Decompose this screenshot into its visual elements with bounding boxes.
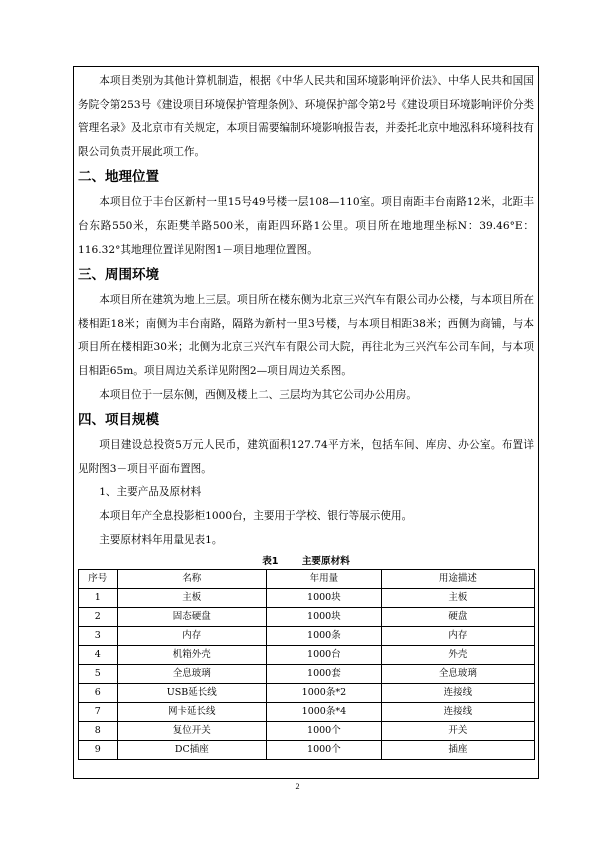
page-number: 2 [295, 782, 300, 791]
cell-annual-usage: 1000套 [266, 665, 381, 684]
location-paragraph: 本项目位于丰台区新村一里15号49号楼一层108—110室。项目南距丰台南路12米，北距丰台东路550米，东距樊羊路500米，南距四环路1公里。项目所在地地理坐标N：39.46°E：116.32°其地理位置详见附图1－项目地理位置图。 [78, 196, 534, 256]
table-row [79, 589, 535, 608]
table-row [79, 722, 535, 741]
table-caption [78, 554, 534, 569]
cell-index: 9 [79, 741, 118, 760]
cell-usage-description: 插座 [381, 741, 534, 760]
scale-paragraph-3: 主要原材料年用量见表1。 [99, 533, 223, 546]
cell-index: 4 [79, 646, 118, 665]
table-caption-title: 主要原材料 [301, 556, 350, 568]
cell-name: 固态硬盘 [117, 608, 266, 627]
document-body [78, 70, 534, 760]
table-row [79, 703, 535, 722]
table-body [79, 589, 535, 760]
cell-name: 网卡延长线 [117, 703, 266, 722]
section-heading-scale: 四、项目规模 [78, 412, 159, 429]
cell-index: 2 [79, 608, 118, 627]
cell-name: DC插座 [117, 741, 266, 760]
header-index: 序号 [79, 570, 118, 589]
cell-index: 6 [79, 684, 118, 703]
table-row [79, 646, 535, 665]
cell-usage-description: 连接线 [381, 684, 534, 703]
cell-annual-usage: 1000条*4 [266, 703, 381, 722]
cell-annual-usage: 1000个 [266, 741, 381, 760]
table-row [79, 684, 535, 703]
cell-annual-usage: 1000条*2 [266, 684, 381, 703]
cell-name: USB延长线 [117, 684, 266, 703]
scale-paragraph-2: 本项目年产全息投影柜1000台，主要用于学校、银行等展示使用。 [99, 509, 413, 522]
cell-index: 7 [79, 703, 118, 722]
cell-index: 8 [79, 722, 118, 741]
cell-usage-description: 开关 [381, 722, 534, 741]
section-heading-location: 二、地理位置 [78, 169, 159, 186]
header-usage-description: 用途描述 [381, 570, 534, 589]
cell-usage-description: 连接线 [381, 703, 534, 722]
section-heading-surroundings: 三、周围环境 [78, 267, 159, 284]
cell-usage-description: 主板 [381, 589, 534, 608]
cell-index: 3 [79, 627, 118, 646]
table-row [79, 741, 535, 760]
cell-name: 机箱外壳 [117, 646, 266, 665]
page-frame [73, 66, 539, 779]
cell-usage-description: 硬盘 [381, 608, 534, 627]
surroundings-paragraph-1: 本项目所在建筑为地上三层。项目所在楼东侧为北京三兴汽车有限公司办公楼，与本项目所在楼相距18米；南侧为丰台南路，隔路为新村一里3号楼，与本项目相距38米；西侧为商铺，与本项目所在楼相距30米；北侧为北京三兴汽车有限公司大院，再往北为三兴汽车公司车间，与本项目相距65m。项目周边关系详见附图2—项目周边关系图。 [78, 294, 534, 377]
cell-annual-usage: 1000块 [266, 608, 381, 627]
cell-annual-usage: 1000个 [266, 722, 381, 741]
cell-name: 复位开关 [117, 722, 266, 741]
cell-annual-usage: 1000台 [266, 646, 381, 665]
table-caption-number: 表1 [262, 556, 279, 568]
cell-usage-description: 全息玻璃 [381, 665, 534, 684]
cell-name: 全息玻璃 [117, 665, 266, 684]
header-annual-usage: 年用量 [266, 570, 381, 589]
cell-annual-usage: 1000条 [266, 627, 381, 646]
intro-paragraph: 本项目类别为其他计算机制造，根据《中华人民共和国环境影响评价法》、中华人民共和国国务院令第253号《建设项目环境保护管理条例》、环境保护部令第2号《建设项目环境影响评价分类管理名录》及北京市有关规定，本项目需要编制环境影响报告表，并委托北京中地泓科环境科技有限公司负责开展此项工作。 [78, 75, 535, 158]
cell-usage-description: 外壳 [381, 646, 534, 665]
subheading-products: 1、主要产品及原材料 [99, 486, 202, 499]
header-name: 名称 [117, 570, 266, 589]
table-row [79, 665, 535, 684]
table-header-row [79, 570, 535, 589]
table-row [79, 608, 535, 627]
cell-index: 5 [79, 665, 118, 684]
cell-name: 内存 [117, 627, 266, 646]
cell-annual-usage: 1000块 [266, 589, 381, 608]
surroundings-paragraph-2: 本项目位于一层东侧，西侧及楼上二、三层均为其它公司办公用房。 [99, 388, 417, 401]
materials-table [78, 569, 535, 760]
scale-paragraph-1: 项目建设总投资5万元人民币，建筑面积127.74平方米，包括车间、库房、办公室。布置详见附图3－项目平面布置图。 [78, 439, 534, 475]
table-row [79, 627, 535, 646]
cell-usage-description: 内存 [381, 627, 534, 646]
cell-index: 1 [79, 589, 118, 608]
cell-name: 主板 [117, 589, 266, 608]
